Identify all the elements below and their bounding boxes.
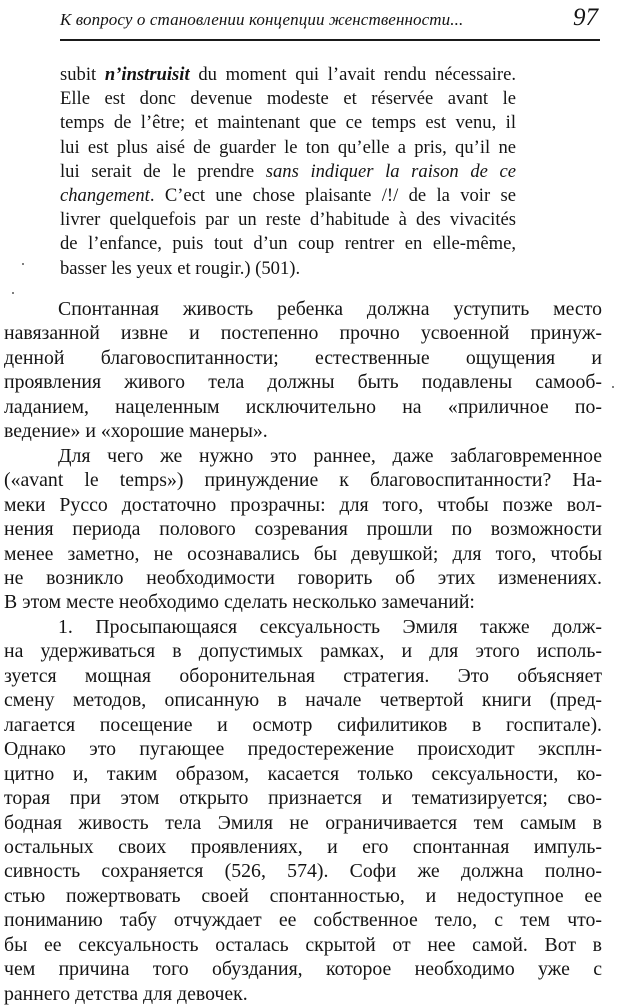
french-quotation — [60, 63, 516, 281]
body-line: Для чего же нужно это раннее, даже заблаговременное — [58, 444, 602, 467]
body-line: проявления живого тела должны быть подавлены самооб- — [4, 371, 602, 394]
quote-line: lui est plus aisé de guarder le ton qu’elle a pris, qu’il ne — [60, 136, 516, 158]
body-line: смену методов, описанную в начале четвертой книги (пред- — [4, 689, 602, 712]
quote-line: livrer quelquefois par un reste d’habitude à des vivacités — [60, 209, 516, 231]
quote-line: temps de l’être; et maintenant que ce temps est venu, il — [60, 112, 516, 134]
page-number: 97 — [573, 4, 598, 31]
body-line: торая при этом открыто признается и тематизируется; сво- — [4, 787, 602, 810]
body-line: пониманию табу отчуждает ее собственное тело, с тем что- — [4, 909, 602, 932]
header-rule — [60, 39, 600, 41]
body-line: чем причина того обуздания, которое необходимо уже с — [4, 958, 602, 981]
body-line: зуется мощная оборонительная стратегия. Это объясняет — [4, 664, 602, 687]
body-line: ведение» и «хорошие манеры». — [4, 420, 268, 443]
quote-line: de l’enfance, puis tout d’un coup rentrer en elle-même, — [60, 233, 516, 255]
scan-speck — [22, 263, 24, 265]
body-line: нения периода полового созревания прошли по возможности — [4, 518, 602, 541]
body-line: цитно и, таким образом, касается только сексуальности, ко- — [4, 762, 602, 785]
scan-speck — [612, 386, 614, 388]
running-head — [60, 6, 600, 36]
body-line: на удерживаться в допустимых рамках, и для этого исполь- — [4, 640, 602, 663]
quote-line: basser les yeux et rougir.) (501). — [60, 257, 301, 279]
body-text — [4, 297, 602, 1006]
body-line: В этом месте необходимо сделать несколько замечаний: — [4, 591, 475, 614]
body-line: остальных своих проявлениях, и его спонтанная импуль- — [4, 835, 602, 858]
body-line: стью пожертвовать своей спонтанностью, и недоступное ее — [4, 884, 602, 907]
body-line: ладанием, нацеленным исключительно на «приличное по- — [4, 395, 602, 418]
body-line: («avant le temps») принуждение к благовоспитанности? На- — [4, 469, 602, 492]
quote-line: changement. C’ect une chose plaisante /!/ de la voir se — [60, 185, 516, 207]
body-line: навязанной извне и постепенно прочно усвоенной принуж- — [4, 322, 602, 345]
running-head-title: К вопросу о становлении концепции женственности... — [60, 10, 464, 29]
body-line: 1. Просыпающаяся сексуальность Эмиля также долж- — [58, 615, 602, 638]
body-line: меки Руссо достаточно прозрачны: для того, чтобы позже вол- — [4, 493, 602, 516]
body-line: не возникло необходимости говорить об этих изменениях. — [4, 566, 602, 589]
scan-speck — [12, 292, 14, 294]
body-line: менее заметно, не осознавались бы девушкой; для того, чтобы — [4, 542, 602, 565]
quote-line: subit n’instruisit du moment qui l’avait rendu nécessaire. — [60, 64, 516, 85]
body-line: бодная живость тела Эмиля не ограничивается тем самым в — [4, 811, 602, 834]
body-line: сивность сохраняется (526, 574). Софи же должна полно- — [4, 860, 602, 883]
body-line: лагается посещение и осмотр сифилитиков в госпитале). — [4, 713, 602, 736]
quote-line: Elle est donc devenue modeste et réservée avant le — [60, 88, 516, 110]
body-line: бы ее сексуальность осталась скрытой от нее самой. Вот в — [4, 933, 602, 956]
quote-line: lui serait de le prendre sans indiquer la raison de ce — [60, 160, 516, 182]
body-line: Однако это пугающее предостережение происходит эксплн- — [4, 738, 602, 761]
body-line: денной благовоспитанности; естественные ощущения и — [4, 346, 602, 369]
body-line: Спонтанная живость ребенка должна уступить место — [58, 298, 602, 320]
body-line: раннего детства для девочек. — [4, 982, 248, 1005]
